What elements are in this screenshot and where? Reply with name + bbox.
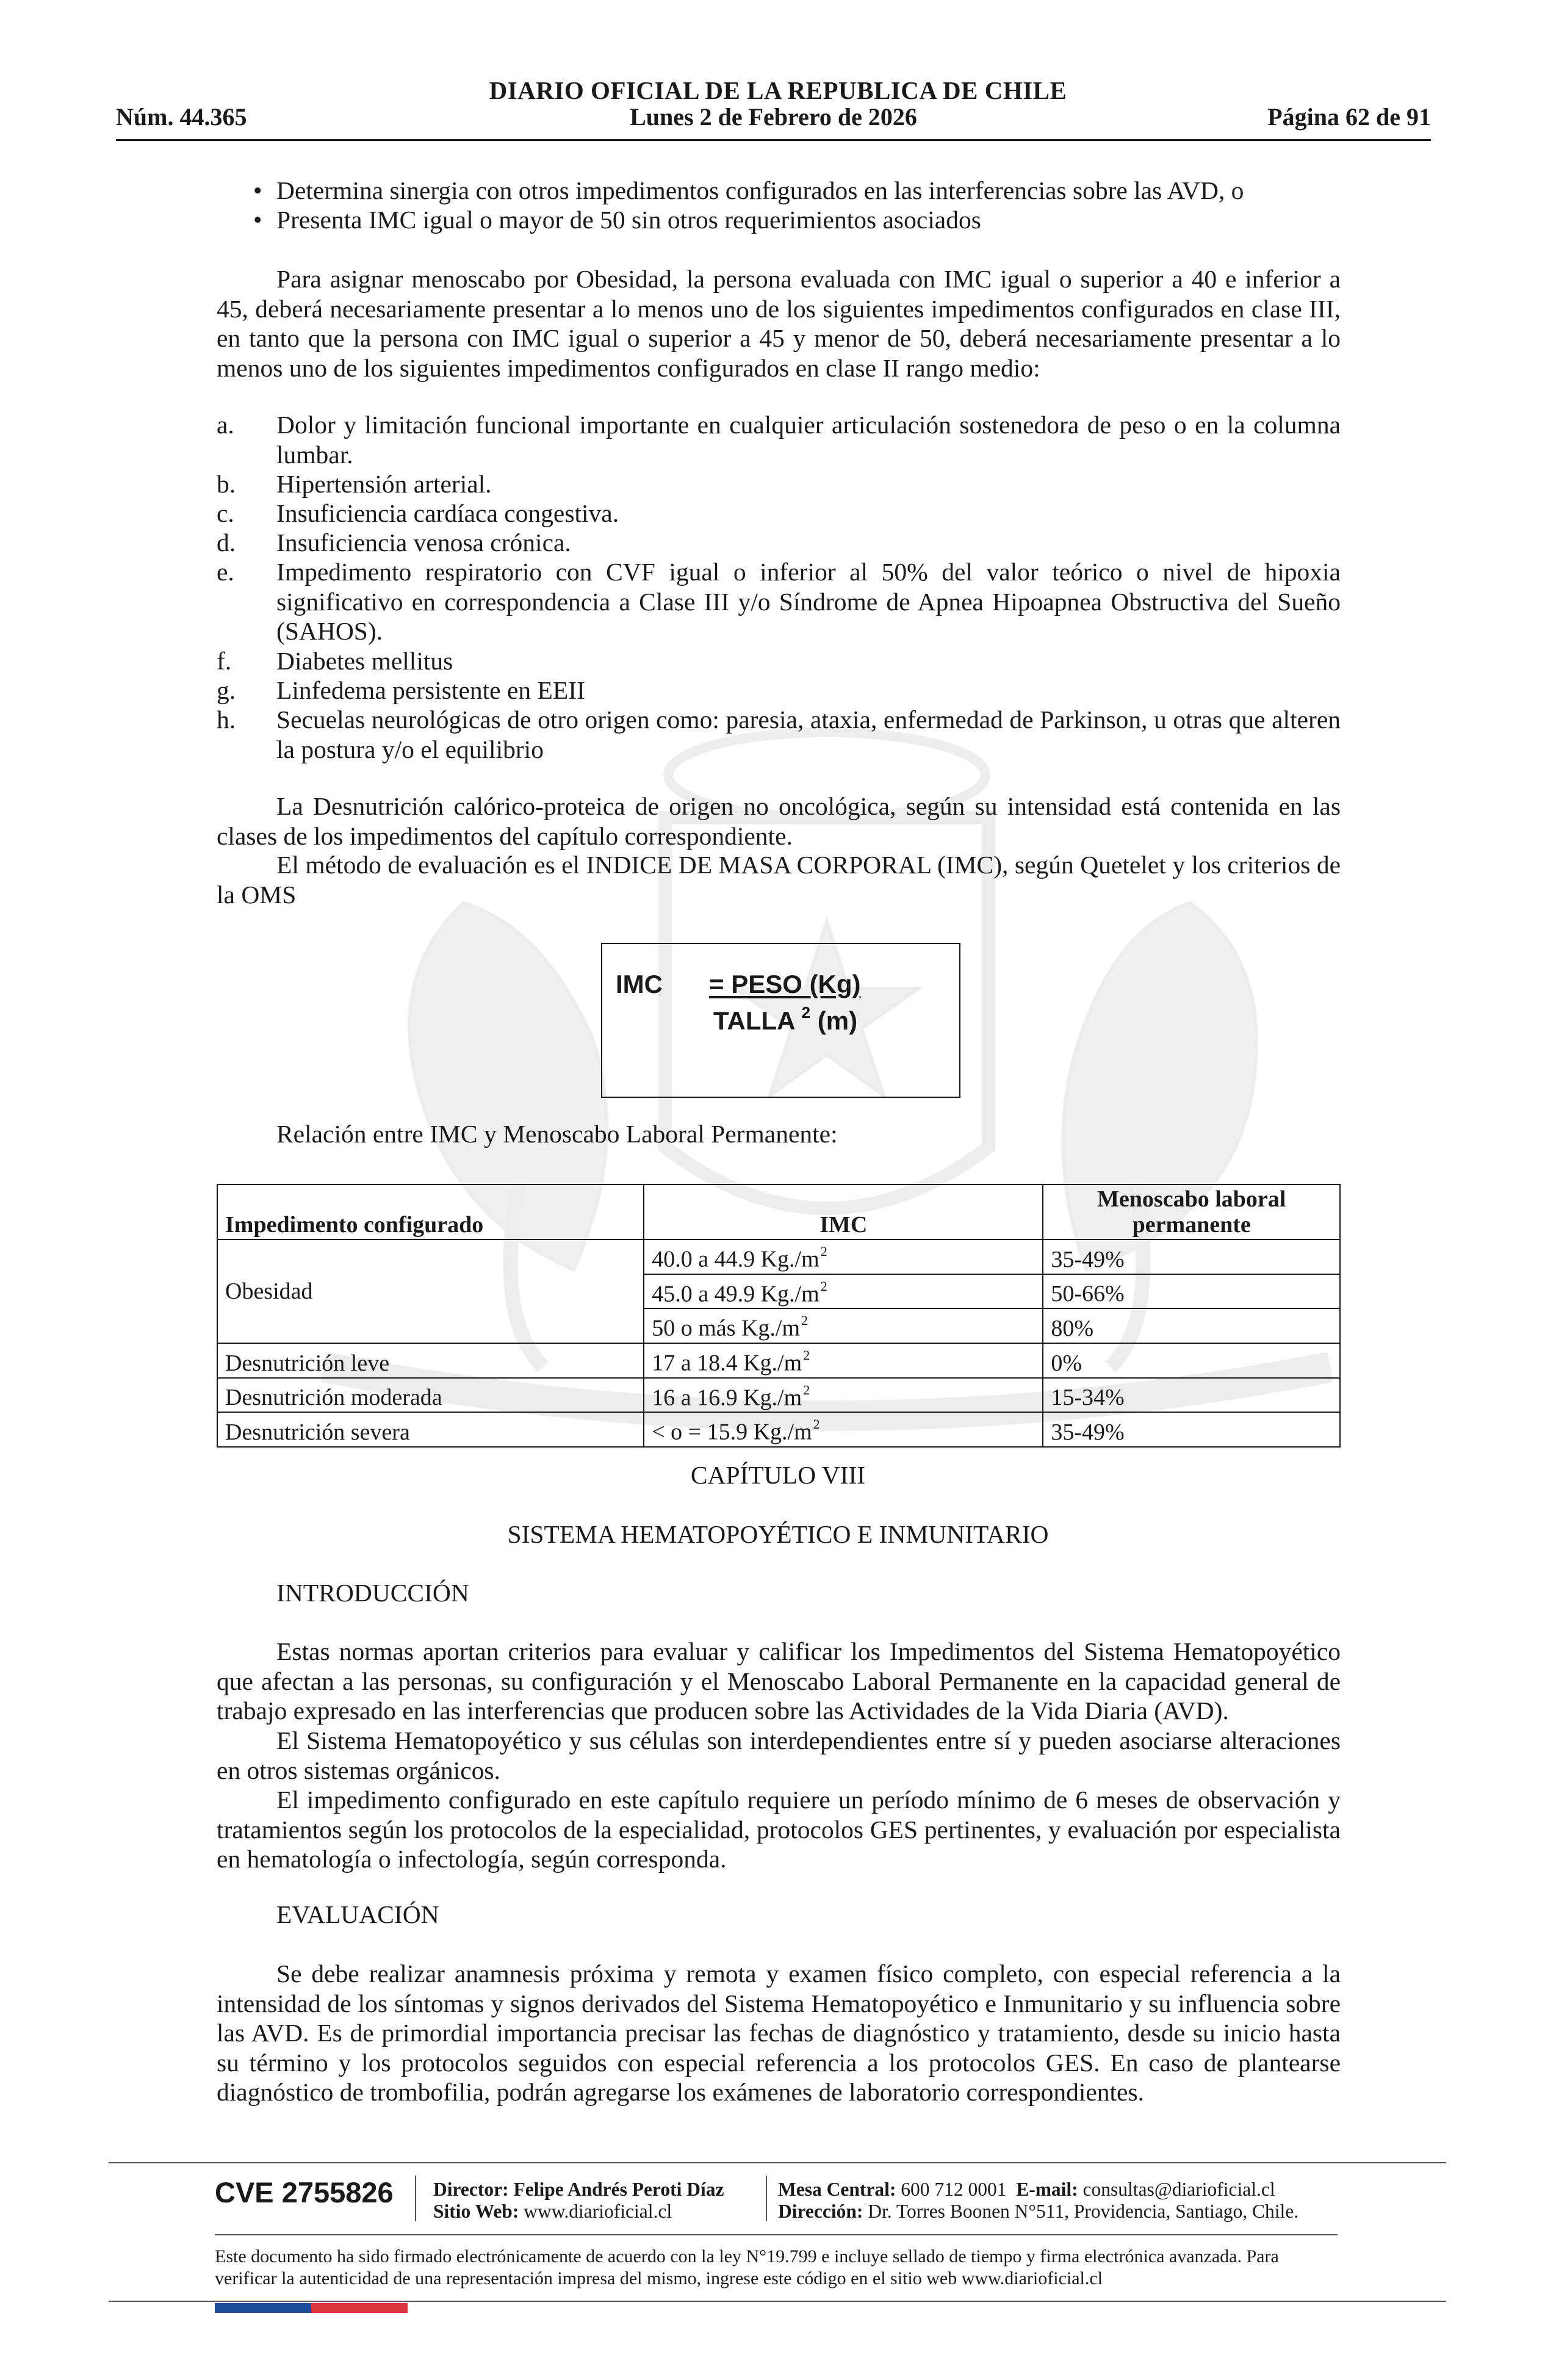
paragraph-metodo: El método de evaluación es el INDICE DE MASA CORPORAL (IMC), según Quetelet y los criterios de la OMS bbox=[217, 851, 1341, 909]
table-cell: Obesidad bbox=[217, 1239, 644, 1343]
bullet-item: • Presenta IMC igual o mayor de 50 sin otros requerimientos asociados bbox=[253, 206, 981, 234]
formula-numerator: = PESO (Kg) bbox=[709, 970, 861, 998]
legal-notice: Este documento ha sido firmado electrónicamente de acuerdo con la ley N°19.799 e incluye sellado de tiempo y firma electrónica avanzada. Para verificar la autenticidad de una representación impresa del mismo, ingrese este código en el sitio web www.diarioficial.cl bbox=[215, 2246, 1279, 2288]
header-divider bbox=[116, 139, 1431, 141]
issue-date: Lunes 2 de Febrero de 2026 bbox=[630, 103, 917, 131]
table-cell: 40.0 a 44.9 $Kg./m^2$ bbox=[644, 1239, 1043, 1274]
table-row bbox=[217, 1412, 1340, 1447]
footer-divider bbox=[109, 2301, 1446, 2302]
flag-bar-red bbox=[311, 2303, 408, 2313]
table-cell: 35-49% bbox=[1043, 1239, 1340, 1274]
page-number: Página 62 de 91 bbox=[1267, 103, 1431, 131]
paragraph: Se debe realizar anamnesis próxima y remota y examen físico completo, con especial referencia a la intensidad de los síntomas y signos derivados del Sistema Hematopoyético e Inmunitario y su influencia sobre las AVD. Es de primordial importancia precisar las fechas de diagnóstico y tratamiento, desde su inicio hasta su término y los protocolos seguidos con especial referencia a los protocolos GES. En caso de plantearse diagnóstico de trombofilia, podrán agregarse los exámenes de laboratorio correspondientes. bbox=[217, 1960, 1341, 2106]
table-cell: 0% bbox=[1043, 1343, 1340, 1378]
formula-denominator: TALLA $^2$ (m) bbox=[713, 1003, 858, 1035]
table-cell: 17 a 18.4 $Kg./m^2$ bbox=[644, 1343, 1043, 1378]
footer-separator bbox=[766, 2176, 767, 2221]
table-row bbox=[217, 1378, 1340, 1413]
bullet-icon: • bbox=[253, 176, 262, 204]
table-cell: 80% bbox=[1043, 1308, 1340, 1343]
table-header-row bbox=[217, 1185, 1340, 1239]
table-cell: 45.0 a 49.9 $Kg./m^2$ bbox=[644, 1274, 1043, 1309]
chapter-title: SISTEMA HEMATOPOYÉTICO E INMUNITARIO bbox=[507, 1520, 1049, 1548]
table-cell: 15-34% bbox=[1043, 1378, 1340, 1413]
bullet-icon: • bbox=[253, 206, 262, 234]
bullet-item: • Determina sinergia con otros impedimentos configurados en las interferencias sobre las AVD, o bbox=[253, 176, 1244, 204]
email-link[interactable]: consultas@diarioficial.cl bbox=[1082, 2179, 1275, 2200]
website-link[interactable]: www.diarioficial.cl bbox=[524, 2201, 672, 2222]
footer-divider bbox=[215, 2234, 1338, 2235]
footer-contact: Mesa Central: 600 712 0001 E-mail: consultas@diarioficial.cl Dirección: Dr. Torres Boonen N°511, Providencia, Santiago, Chile. bbox=[778, 2179, 1299, 2222]
paragraph-obesidad: Para asignar menoscabo por Obesidad, la persona evaluada con IMC igual o superior a 40 e inferior a 45, deberá necesariamente presentar a lo menos uno de los siguientes impedimentos configurados en clase III, en tanto que la persona con IMC igual o superior a 45 y menor de 50, deberá necesariamente presentar a lo menos uno de los siguientes impedimentos configurados en clase II rango medio: bbox=[217, 265, 1341, 382]
table-cell: 16 a 16.9 $Kg./m^2$ bbox=[644, 1378, 1043, 1413]
table-cell: Desnutrición leve bbox=[217, 1343, 644, 1378]
table-cell: Desnutrición severa bbox=[217, 1412, 644, 1447]
table-row bbox=[217, 1239, 1340, 1274]
footer-separator bbox=[415, 2176, 416, 2221]
table-cell: < o = 15.9 $Kg./m^2$ bbox=[644, 1412, 1043, 1447]
newspaper-title: DIARIO OFICIAL DE LA REPUBLICA DE CHILE bbox=[489, 76, 1067, 104]
paragraph: Estas normas aportan criterios para evaluar y calificar los Impedimentos del Sistema Hematopoyético que afectan a las personas, su configuración y el Menoscabo Laboral Permanente en la capacidad general de trabajo expresado en las interferencias que producen sobre las Actividades de la Vida Diaria (AVD). bbox=[217, 1637, 1341, 1725]
header-row bbox=[116, 103, 1431, 135]
column-header: Menoscabo laboral permanente bbox=[1043, 1185, 1340, 1239]
table-cell: 50 o más $Kg./m^2$ bbox=[644, 1308, 1043, 1343]
imc-formula-box bbox=[601, 943, 960, 1098]
section-heading: INTRODUCCIÓN bbox=[276, 1579, 469, 1607]
issue-number: Núm. 44.365 bbox=[116, 103, 247, 131]
table-cell: 50-66% bbox=[1043, 1274, 1340, 1309]
column-header: IMC bbox=[644, 1185, 1043, 1239]
formula-lhs: IMC bbox=[616, 970, 663, 998]
table-cell: 35-49% bbox=[1043, 1412, 1340, 1447]
section-heading: EVALUACIÓN bbox=[276, 1900, 439, 1928]
footer-divider bbox=[109, 2162, 1446, 2163]
cve-code: CVE 2755826 bbox=[215, 2176, 394, 2209]
flag-bar-blue bbox=[215, 2303, 311, 2313]
table-caption: Relación entre IMC y Menoscabo Laboral Permanente: bbox=[276, 1120, 838, 1148]
table-cell: Desnutrición moderada bbox=[217, 1378, 644, 1413]
footer-director: Director: Felipe Andrés Peroti Díaz Sitio Web: www.diarioficial.cl bbox=[433, 2179, 724, 2222]
column-header: Impedimento configurado bbox=[217, 1185, 644, 1239]
paragraph: El impedimento configurado en este capítulo requiere un período mínimo de 6 meses de observación y tratamientos según los protocolos de la especialidad, protocolos GES pertinentes, y evaluación por especialista en hematología o infectología, según corresponda. bbox=[217, 1786, 1341, 1873]
chapter-number: CAPÍTULO VIII bbox=[690, 1461, 866, 1489]
table-row bbox=[217, 1343, 1340, 1378]
paragraph: El Sistema Hematopoyético y sus células son interdependientes entre sí y pueden asociarse alteraciones en otros sistemas orgánicos. bbox=[217, 1726, 1341, 1784]
paragraph-desnutricion: La Desnutrición calórico-proteica de origen no oncológica, según su intensidad está contenida en las clases de los impedimentos del capítulo correspondiente. bbox=[217, 792, 1341, 850]
imc-table bbox=[217, 1184, 1341, 1448]
